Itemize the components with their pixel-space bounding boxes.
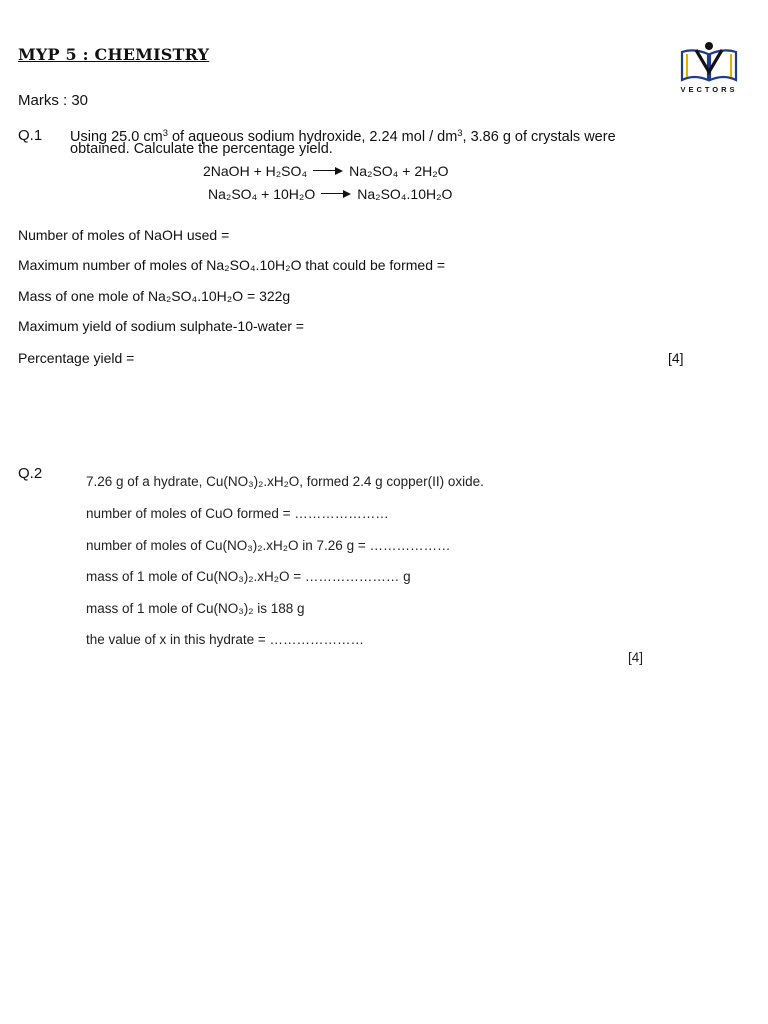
q1-marks: [4] [668,350,684,366]
q1-text-line-2: obtained. Calculate the percentage yield. [70,141,333,157]
reaction-arrow-icon [313,165,343,177]
page-title: MYP 5 : CHEMISTRY [18,45,210,64]
equation-1-products: Na₂SO₄ + 2H₂O [349,163,449,179]
q1-text-line-1: Using 25.0 $cm^3$ of aqueous sodium hydroxide, 2.24 mol / $dm^3$, 3.86 g of crystals were [70,127,616,145]
q2-label: Q.2 [18,465,43,482]
equation-1 [203,163,449,179]
logo-text: VECTORS [680,85,738,94]
q1-line-max-yield: Maximum yield of sodium sulphate-10-water = [18,318,304,334]
vectors-logo [674,40,744,96]
equation-2 [208,186,452,202]
q1-line-moles-naoh: Number of moles of NaOH used = [18,227,230,243]
q1-text-part: Using 25.0 cm [70,129,163,145]
q1-label: Q.1 [18,127,43,144]
q2-intro: 7.26 g of a hydrate, Cu(NO₃)₂.xH₂O, formed 2.4 g copper(II) oxide. [86,474,484,489]
total-marks: Marks : 30 [18,92,89,109]
equation-1-reactants: 2NaOH + H₂SO₄ [203,163,308,179]
equation-2-products: Na₂SO₄.10H₂O [357,186,453,202]
q1-text-part: of aqueous sodium hydroxide, 2.24 mol / dm [167,129,458,145]
q2-marks: [4] [628,650,644,665]
q1-text-part: , 3.86 g of crystals were [462,129,616,145]
q2-line-moles-cuo: number of moles of CuO formed = ………………… [86,506,389,521]
equation-2-reactants: Na₂SO₄ + 10H₂O [208,186,316,202]
reaction-arrow-icon [321,188,351,200]
q2-line-moles-hydrate: number of moles of Cu(NO₃)₂.xH₂O in 7.26 g = ……………… [86,538,451,553]
q2-line-mass-nitrate: mass of 1 mole of Cu(NO₃)₂ is 188 g [86,601,305,616]
q1-line-percentage-yield: Percentage yield = [18,350,135,366]
q1-line-max-moles: Maximum number of moles of Na₂SO₄.10H₂O that could be formed = [18,257,446,273]
q2-line-mass-hydrate: mass of 1 mole of Cu(NO₃)₂.xH₂O = ………………… g [86,569,411,584]
book-person-logo-icon [674,40,744,84]
q1-line-molar-mass: Mass of one mole of Na₂SO₄.10H₂O = 322g [18,288,291,304]
q2-line-value-x: the value of x in this hydrate = ………………… [86,632,364,647]
